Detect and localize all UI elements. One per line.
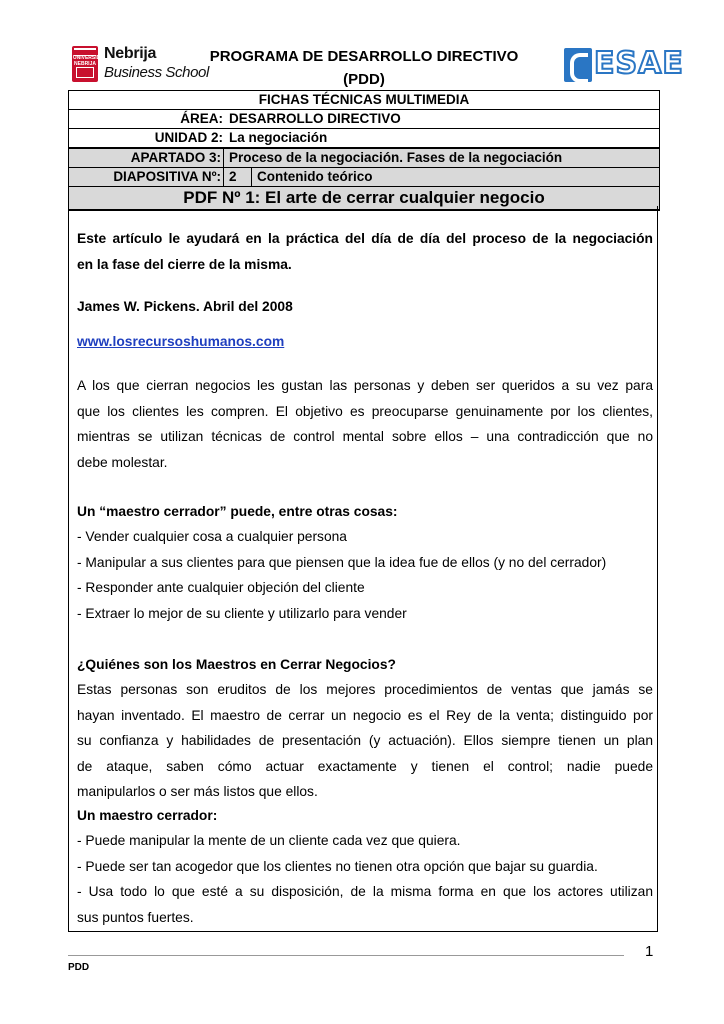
diapositiva-row xyxy=(69,168,659,187)
unidad-value: La negociación xyxy=(229,130,328,145)
footer-divider xyxy=(68,955,624,956)
apartado-label: APARTADO 3: xyxy=(130,150,221,165)
cesae-logo xyxy=(564,46,684,82)
paragraph-line: que los clientes les compren. El objetivo es preocuparse genuinamente por los clientes, xyxy=(77,403,653,419)
paragraph-line: manipularlos o ser más listos que ellos. xyxy=(77,784,318,799)
nebrija-logo xyxy=(72,44,209,86)
question-heading: ¿Quiénes son los Maestros en Cerrar Negocios? xyxy=(77,657,396,672)
area-label: ÁREA: xyxy=(180,111,223,126)
document-title xyxy=(184,45,544,91)
list2 xyxy=(77,828,653,930)
info-table xyxy=(68,90,660,211)
list-item: - Puede ser tan acogedor que los clientes no tienen otra opción que bajar su guardia. xyxy=(77,858,598,874)
diapositiva-label: DIAPOSITIVA Nº: xyxy=(113,169,221,184)
nebrija-shield-icon: UNIVERSIDAD NEBRIJA xyxy=(72,46,98,82)
intro-line: Este artículo le ayudará en la práctica del día de día del proceso de la negociación xyxy=(77,231,653,246)
fichas-label: FICHAS TÉCNICAS MULTIMEDIA xyxy=(258,92,470,107)
list2-heading: Un maestro cerrador: xyxy=(77,808,218,823)
source-link[interactable]: www.losrecursoshumanos.com xyxy=(77,334,285,349)
pdf-title: PDF Nº 1: El arte de cerrar cualquier negocio xyxy=(69,187,659,210)
list-item: sus puntos fuertes. xyxy=(77,909,194,925)
paragraph-line: A los que cierran negocios les gustan las personas y deben ser queridos a su vez para xyxy=(77,378,653,393)
list-item: - Puede manipular la mente de un cliente cada vez que quiera. xyxy=(77,833,461,848)
list1 xyxy=(77,524,653,626)
list1-heading: Un “maestro cerrador” puede, entre otras cosas: xyxy=(77,504,398,519)
intro-line: en la fase del cierre de la misma. xyxy=(77,256,292,272)
area-row xyxy=(69,110,659,129)
nebrija-logo-name: Nebrija xyxy=(104,45,157,62)
list-item: - Extraer lo mejor de su cliente y utilizarlo para vender xyxy=(77,605,407,621)
list-item: - Responder ante cualquier objeción del cliente xyxy=(77,580,365,595)
diapositiva-number: 2 xyxy=(229,169,237,184)
paragraph-line: su confianza y habilidades de presentación (y actuación). Ellos siempre tienen un plan xyxy=(77,733,653,748)
cesae-logo-text: ESAE xyxy=(594,46,684,81)
cesae-c-icon xyxy=(564,48,592,82)
paragraph-line: mientras se utilizan técnicas de control mental sobre ellos – una contradicción que no xyxy=(77,429,653,444)
source-link-wrap xyxy=(77,329,653,355)
apartado-value: Proceso de la negociación. Fases de la negociación xyxy=(229,150,563,165)
fichas-row xyxy=(69,91,659,110)
author-line: James W. Pickens. Abril del 2008 xyxy=(77,299,293,314)
list-item: - Usa todo lo que esté a su disposición, de la misma forma en que los actores utilizan xyxy=(77,884,653,899)
document-title-line2: (PDD) xyxy=(343,71,385,88)
page-number: 1 xyxy=(645,943,654,960)
document-title-line1: PROGRAMA DE DESARROLLO DIRECTIVO xyxy=(209,48,519,65)
list-item: - Vender cualquier cosa a cualquier persona xyxy=(77,529,347,544)
nebrija-logo-subtitle: Business School xyxy=(104,64,209,81)
paragraph-2 xyxy=(77,677,653,805)
paragraph-line: Estas personas son eruditos de los mejores procedimientos de ventas que jamás se xyxy=(77,682,653,697)
paragraph-1 xyxy=(77,373,653,475)
apartado-row xyxy=(69,149,659,168)
paragraph-line: hayan inventado. El maestro de cerrar un negocio es el Rey de la venta; distinguido por xyxy=(77,707,653,723)
paragraph-line: de ataque, saben cómo actuar exactamente y tienen el control; nadie puede xyxy=(77,758,653,774)
area-value: DESARROLLO DIRECTIVO xyxy=(229,111,401,126)
unidad-row xyxy=(69,129,659,149)
intro-paragraph xyxy=(77,226,653,277)
list-item: - Manipular a sus clientes para que piensen que la idea fue de ellos (y no del cerrador) xyxy=(77,554,607,570)
footer-label: PDD xyxy=(68,962,90,973)
paragraph-line: debe molestar. xyxy=(77,454,168,470)
unidad-label: UNIDAD 2: xyxy=(154,130,223,145)
diapositiva-value: Contenido teórico xyxy=(257,169,373,184)
article-body xyxy=(68,206,658,932)
